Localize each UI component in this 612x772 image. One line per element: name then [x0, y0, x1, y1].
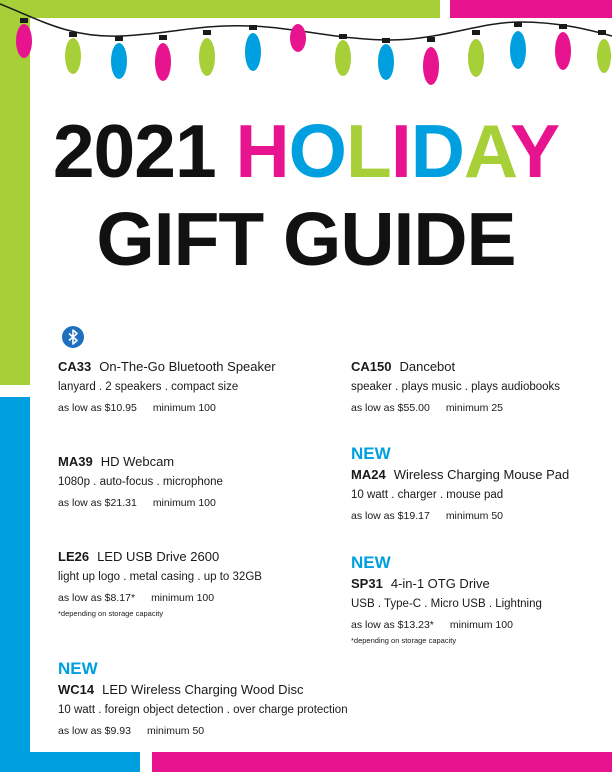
bulb-6: [245, 33, 261, 71]
sconce-5: [203, 30, 211, 35]
product-name: 4-in-1 OTG Drive: [390, 576, 490, 591]
product-code: LE26: [58, 549, 90, 564]
holiday-letter: H: [235, 109, 289, 193]
product-name: Wireless Charging Mouse Pad: [393, 467, 570, 482]
product-minimum: minimum 100: [152, 497, 216, 509]
bulb-3: [111, 43, 127, 79]
title-holiday: [236, 109, 560, 193]
product-name: LED USB Drive 2600: [97, 549, 220, 564]
title-line-1: [0, 108, 612, 194]
string-lights: [0, 0, 612, 100]
product-price: as low as $21.31: [58, 497, 137, 509]
product-wc14: [58, 681, 348, 741]
product-code: WC14: [58, 682, 95, 697]
bulb-4: [155, 43, 171, 81]
bulb-11: [468, 39, 484, 77]
product-price: as low as $55.00: [351, 402, 430, 414]
product-features: 10 watt . foreign object detection . over charge protection: [58, 704, 348, 716]
product-minimum: minimum 50: [445, 510, 503, 522]
border-blue-bottom: [0, 752, 140, 772]
product-ma24: [351, 466, 569, 526]
product-code: MA39: [58, 454, 93, 469]
sconce-11: [472, 30, 480, 35]
product-minimum: minimum 100: [449, 619, 513, 631]
product-name: LED Wireless Charging Wood Disc: [102, 682, 304, 697]
product-features: lanyard . 2 speakers . compact size: [58, 381, 239, 393]
bulb-7: [290, 24, 306, 52]
product-le26: [58, 548, 262, 619]
sconce-6: [249, 25, 257, 30]
holiday-letter: D: [410, 109, 464, 193]
new-badge-wc14: NEW: [58, 659, 98, 678]
sconce-4: [159, 35, 167, 40]
product-name: Dancebot: [399, 359, 456, 374]
holiday-letter: L: [346, 109, 391, 193]
product-minimum: minimum 50: [146, 725, 205, 737]
bulb-9: [378, 44, 394, 80]
holiday-letter: I: [390, 109, 411, 193]
product-code: SP31: [351, 576, 383, 591]
sconce-8: [339, 34, 347, 39]
sconce-13: [559, 24, 567, 29]
border-blue-left: [0, 397, 30, 772]
holiday-letter: Y: [510, 109, 560, 193]
product-name: On-The-Go Bluetooth Speaker: [99, 359, 276, 374]
bulb-12: [510, 31, 526, 69]
product-code: CA150: [351, 359, 392, 374]
bulb-8: [335, 40, 351, 76]
product-footnote: *depending on storage capacity: [351, 636, 457, 645]
sconce-1: [20, 18, 28, 23]
product-ca150: [351, 358, 560, 418]
product-features: 1080p . auto-focus . microphone: [58, 476, 223, 488]
product-features: USB . Type-C . Micro USB . Lightning: [351, 598, 542, 610]
sconce-9: [382, 38, 390, 43]
product-features: speaker . plays music . plays audiobooks: [351, 381, 561, 393]
new-badge-sp31: NEW: [351, 553, 391, 572]
product-price: as low as $13.23*: [351, 619, 434, 631]
product-footnote: *depending on storage capacity: [58, 609, 164, 618]
product-ca33: [58, 358, 276, 418]
border-magenta-bottom: [152, 752, 612, 772]
holiday-letter: A: [463, 109, 511, 193]
product-minimum: minimum 25: [445, 402, 503, 414]
bulb-1: [16, 24, 32, 58]
product-minimum: minimum 100: [152, 402, 216, 414]
sconce-14: [598, 30, 606, 35]
product-price: as low as $10.95: [58, 402, 137, 414]
bulb-10: [423, 47, 439, 85]
bulb-14: [597, 39, 611, 73]
bluetooth-icon: [62, 326, 84, 348]
bulb-13: [555, 32, 571, 70]
holiday-letter: O: [288, 109, 347, 193]
sconce-10: [427, 37, 435, 42]
title-line-2: GIFT GUIDE: [96, 197, 516, 281]
product-price: as low as $8.17*: [58, 592, 136, 604]
product-sp31: [351, 575, 542, 646]
sconce-2: [69, 32, 77, 37]
bulb-5: [199, 38, 215, 76]
new-badge-ma24: NEW: [351, 444, 391, 463]
product-name: HD Webcam: [100, 454, 175, 469]
bulb-2: [65, 38, 81, 74]
product-minimum: minimum 100: [151, 592, 215, 604]
product-code: MA24: [351, 467, 386, 482]
product-code: CA33: [58, 359, 92, 374]
product-features: 10 watt . charger . mouse pad: [351, 489, 504, 501]
sconce-12: [514, 22, 522, 27]
product-price: as low as $19.17: [351, 510, 430, 522]
product-ma39: [58, 453, 223, 513]
sconce-3: [115, 36, 123, 41]
product-features: light up logo . metal casing . up to 32GB: [58, 571, 262, 583]
title-year: 2021: [52, 109, 236, 193]
product-price: as low as $9.93: [58, 725, 131, 737]
